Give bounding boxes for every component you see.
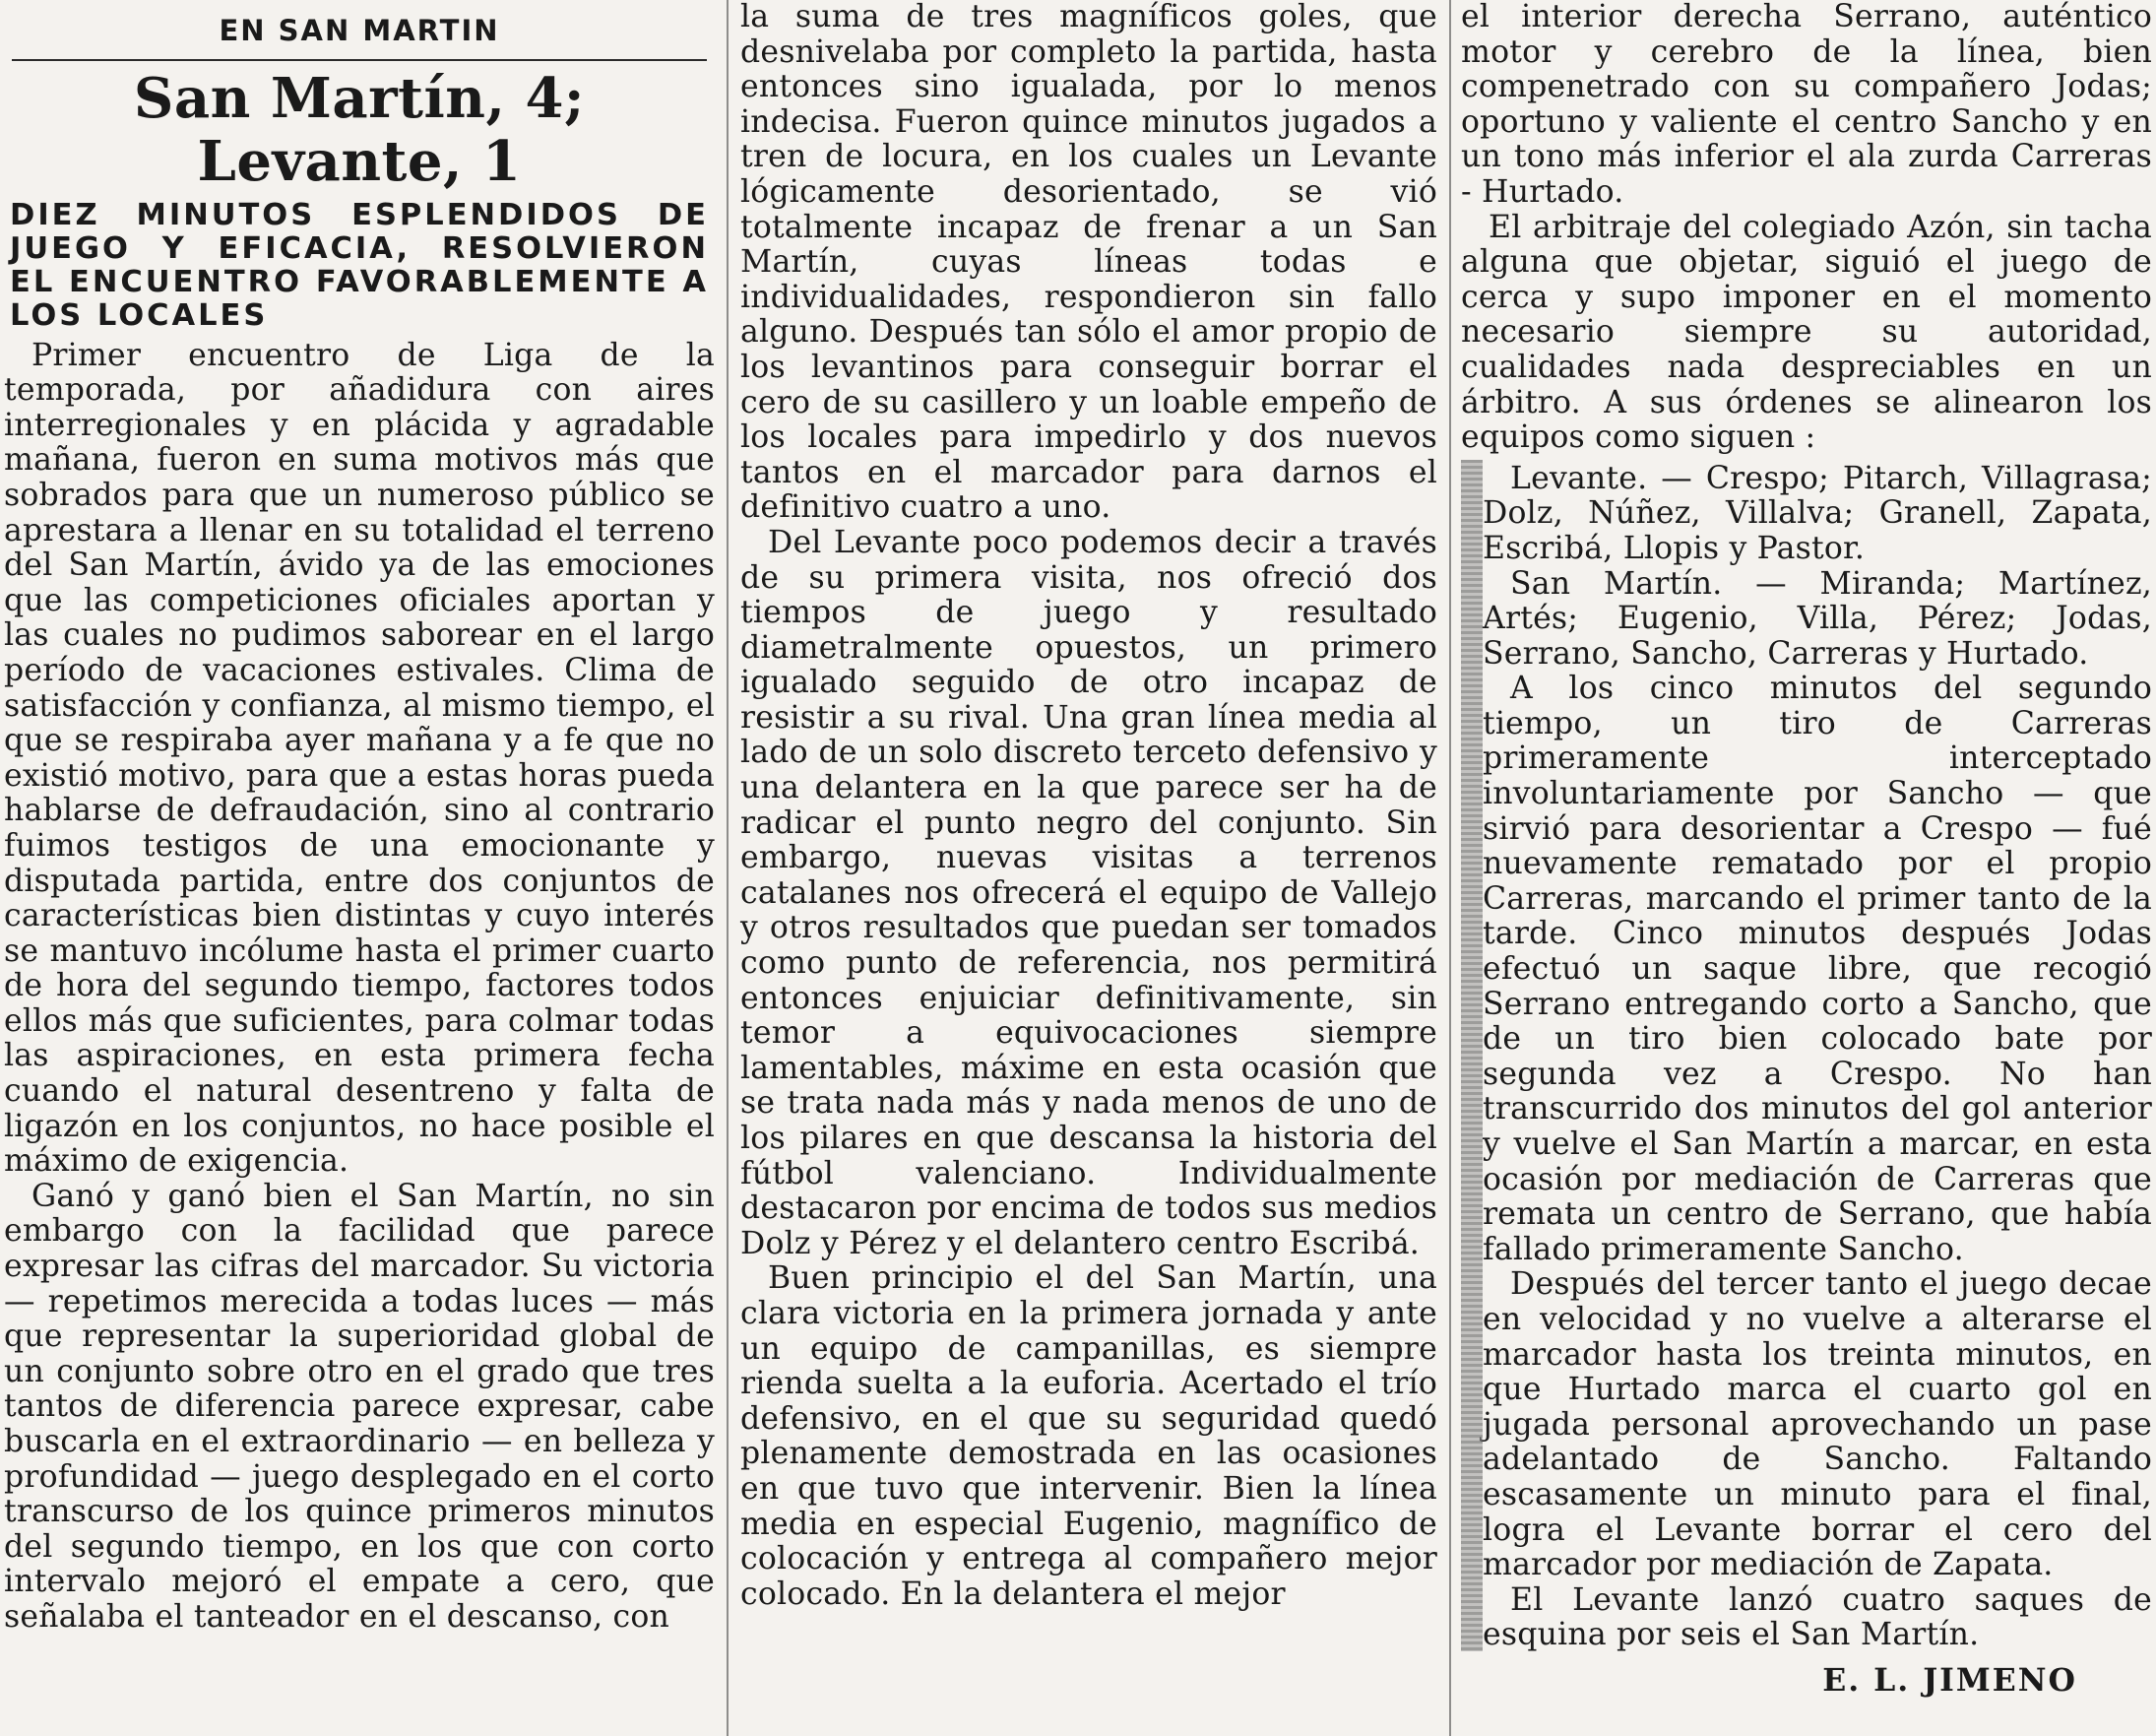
paragraph: Ganó y ganó bien el San Martín, no sin embargo con la facilidad que parece expresar las cifras del marcador. Su victoria — repetimos merecida a todas luces — más que representar la superioridad global de un conjunto sobre otro en el grado que tres tantos de diferencia parece expresar, cabe buscarla en el extraordinario — en belleza y profundidad — juego desplegado en el corto transcurso de los quince primeros minutos del segundo tiempo, en los que con corto intervalo mejoró el empate a cero, que señalaba el tanteador en el descanso, con: [4, 1178, 715, 1635]
subheadline: DIEZ MINUTOS ESPLENDIDOS DE JUEGO Y EFICACIA, RESOLVIERON EL ENCUENTRO FAVORABLEMENTE A LOS LOCALES: [10, 197, 709, 333]
author-signature: E. L. JIMENO: [1822, 1661, 2077, 1699]
lineup-levante: Levante. — Crespo; Pitarch, Villagrasa; Dolz, Núñez, Villalva; Granell, Zapata, Escribá, Llopis y Pastor.: [1483, 460, 2152, 566]
column-divider: [727, 0, 729, 1736]
paragraph: el interior derecha Serrano, auténtico motor y cerebro de la línea, bien compenetrado con su compañero Jodas; oportuno y valiente el centro Sancho y en un tono más inferior el ala zurda Carreras - Hurtado.: [1461, 0, 2152, 210]
paragraph: Después del tercer tanto el juego decae en velocidad y no vuelve a alterarse el marcador hasta los treinta minutos, en que Hurtado marca el cuarto gol en jugada personal aprovechando un pase adelantado de Sancho. Faltando escasamente un minuto para el final, logra el Levante borrar el cero del marcador por mediación de Zapata.: [1483, 1266, 2152, 1583]
column-1: [4, 0, 715, 1736]
paragraph: A los cinco minutos del segundo tiempo, un tiro de Carreras primeramente interceptado involuntariamente por Sancho — que sirvió para desorientar a Crespo — fué nuevamente rematado por el propio Carreras, marcando el primer tanto de la tarde. Cinco minutos después Jodas efectuó un saque libre, que recogió Serrano entregando corto a Sancho, que de un tiro bien colocado bate por segunda vez a Crespo. No han transcurrido dos minutos del gol anterior y vuelve el San Martín a marcar, en esta ocasión por mediación de Carreras que remata un centro de Serrano, que había fallado primeramente Sancho.: [1483, 671, 2152, 1267]
lineup-block: [1461, 462, 2152, 1653]
section-heading: EN SAN MARTIN: [219, 14, 500, 47]
column-2: [740, 0, 1437, 1736]
column-divider: [1449, 0, 1451, 1736]
section-rule: [12, 59, 707, 61]
paragraph: El arbitraje del colegiado Azón, sin tacha alguna que objetar, siguió el juego de cerca y supo imponer en el momento necesario siempre su autoridad, cualidades nada despreciables en un árbitro. A sus órdenes se alinearon los equipos como siguen :: [1461, 209, 2152, 456]
paragraph: la suma de tres magníficos goles, que desnivelaba por completo la partida, hasta entonces sino igualada, por lo menos indecisa. Fueron quince minutos jugados a tren de locura, en los cuales un Levante lógicamente desorientado, se vió totalmente incapaz de frenar a un San Martín, cuyas líneas todas e individualidades, respondieron sin fallo alguno. Después tan sólo el amor propio de los levantinos para conseguir borrar el cero de su casillero y un loable empeño de los locales para impedirlo y dos nuevos tantos en el marcador para darnos el definitivo cuatro a uno.: [740, 0, 1437, 526]
paragraph: El Levante lanzó cuatro saques de esquina por seis el San Martín.: [1483, 1581, 2152, 1653]
headline: San Martín, 4; Levante, 1: [133, 65, 586, 194]
lineup-san-martin: San Martín. — Miranda; Martínez, Artés; Eugenio, Villa, Pérez; Jodas, Serrano, Sancho, Carreras y Hurtado.: [1483, 565, 2152, 672]
paragraph: Buen principio el del San Martín, una clara victoria en la primera jornada y ante un equipo de campanillas, es siempre rienda suelta a la euforia. Acertado el trío defensivo, en el que su seguridad quedó plenamente demostrada en las ocasiones en que tuvo que intervenir. Bien la línea media en especial Eugenio, magnífico de colocación y entrega al compañero mejor colocado. En la delantera el mejor: [740, 1260, 1437, 1612]
paragraph: Primer encuentro de Liga de la temporada, por añadidura con aires interregionales y en plácida y agradable mañana, fueron en suma motivos más que sobrados para que un numeroso público se aprestara a llenar en su totalidad el terreno del San Martín, ávido ya de las emociones que las competiciones oficiales aportan y las cuales no pudimos saborear en el largo período de vacaciones estivales. Clima de satisfacción y confianza, al mismo tiempo, el que se respiraba ayer mañana y a fe que no existió motivo, para que a estas horas pueda hablarse de defraudación, sino al contrario fuimos testigos de una emocionante y disputada partida, entre dos conjuntos de características bien distintas y cuyo interés se mantuvo incólume hasta el primer cuarto de hora del segundo tiempo, factores todos ellos más que suficientes, para colmar todas las aspiraciones, en esta primera fecha cuando el natural desentreno y falta de ligazón en los conjuntos, no hace posible el máximo de exigencia.: [4, 337, 715, 1180]
column-3: [1461, 0, 2152, 1736]
paragraph: Del Levante poco podemos decir a través de su primera visita, nos ofreció dos tiempos de juego y resultado diametralmente opuestos, un primero igualado seguido de otro incapaz de resistir a su rival. Una gran línea media al lado de un solo discreto terceto defensivo y una delantera en la que parece ser ha de radicar el punto negro del conjunto. Sin embargo, nuevas visitas a terrenos catalanes nos ofrecerá el equipo de Vallejo y otros resultados que puedan ser tomados como punto de referencia, nos permitirá entonces enjuiciar definitivamente, sin temor a equivocaciones siempre lamentables, máxime en esta ocasión que se trata nada más y nada menos de uno de los pilares en que descansa la historia del fútbol valenciano. Individualmente destacaron por encima de todos sus medios Dolz y Pérez y el delantero centro Escribá.: [740, 524, 1437, 1261]
